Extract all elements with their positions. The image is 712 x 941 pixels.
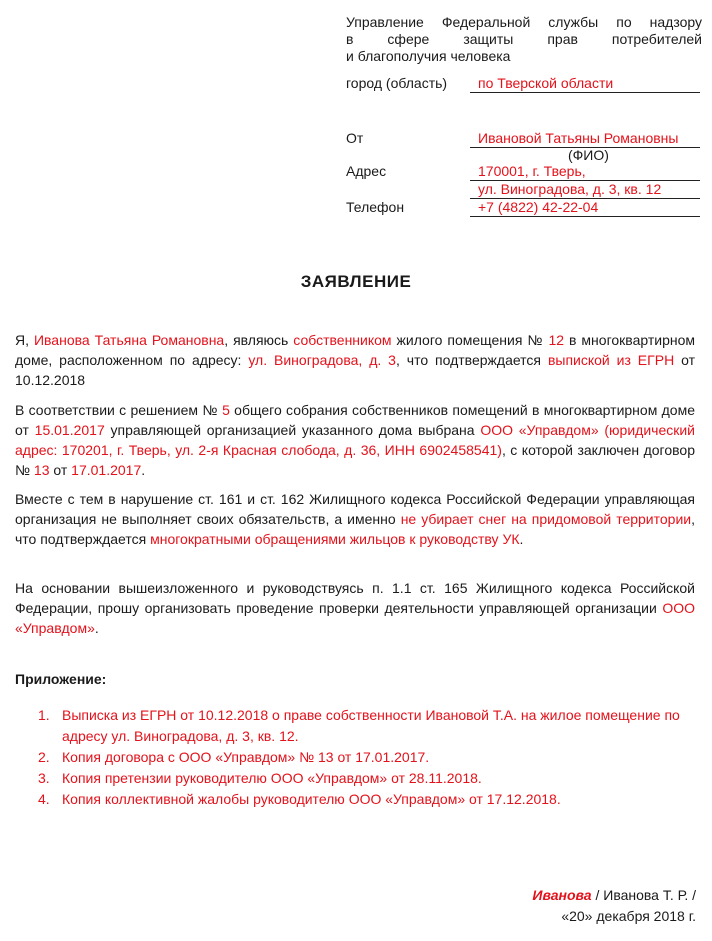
appendix-item-number: 3. xyxy=(38,770,50,786)
decision-number: 5 xyxy=(222,402,230,418)
appendix-list xyxy=(38,705,698,810)
appendix-item xyxy=(38,747,698,768)
address-field-line2: ул. Виноградова, д. 3, кв. 12 xyxy=(470,181,700,199)
p2-text-6: . xyxy=(141,462,146,478)
address-label: Адрес xyxy=(346,163,387,179)
signature-date xyxy=(532,906,696,927)
p2-text-4: , с которой заключен договор № xyxy=(15,442,695,478)
city-field: по Тверской области xyxy=(470,75,700,93)
appendix-item-text: Копия коллективной жалобы руководителю ООО «Управдом» от 17.12.2018. xyxy=(62,791,561,807)
p2-text-5: от xyxy=(49,462,72,478)
appendix-item-number: 1. xyxy=(38,707,50,723)
paragraph-management-company xyxy=(15,400,695,480)
document-title: ЗАЯВЛЕНИЕ xyxy=(300,272,412,291)
from-field: Ивановой Татьяны Романовны xyxy=(470,130,700,148)
appendix-item xyxy=(38,768,698,789)
p4-text-1: На основании вышеизложенного и руководствуясь п. 1.1 ст. 165 Жилищного кодекса Российской Федерации, прошу организовать проведение проверки деятельности управляющей организации xyxy=(15,580,695,616)
signature-slash-2: / xyxy=(688,887,696,903)
appendix-item-number: 4. xyxy=(38,791,50,807)
fio-caption: (ФИО) xyxy=(568,147,609,163)
addressee-line-1: Управление Федеральной службы по надзору xyxy=(346,14,702,30)
p3-text-3: . xyxy=(519,531,524,547)
decision-date: 15.01.2017 xyxy=(34,422,105,438)
management-org: ООО «Управдом» (юридический адрес: 170201, г. Тверь, ул. 2-я Красная слобода, д. 36, ИНН 6902458541) xyxy=(15,422,696,458)
p2-text-3: управляющей организацией указанного дома выбрана xyxy=(104,422,481,438)
p3-text-1: Вместе с тем в нарушение ст. 161 и ст. 162 Жилищного кодекса Российской Федерации управляющая организация не выполняет своих обязательств, а именно xyxy=(15,491,695,527)
appendix-item-text: Копия договора с ООО «Управдом» № 13 от 17.01.2017. xyxy=(62,749,430,765)
apartment-number: 12 xyxy=(548,332,565,348)
addressee-line-3: и благополучия человека xyxy=(346,48,511,64)
applicant-name: Иванова Татьяна Романовна xyxy=(33,332,225,348)
violation-evidence: многократными обращениями жильцов к руководству УК xyxy=(150,531,520,547)
p1-text-6: от 10.12.2018 xyxy=(15,352,695,388)
signature-date-day: «20» xyxy=(561,908,593,924)
violation-description: не убирает снег на придомовой территории xyxy=(400,511,692,527)
appendix-item-text: Выписка из ЕГРН от 10.12.2018 о праве собственности Ивановой Т.А. на жилое помещение по адресу ул. Виноградова, д. 3, кв. 12. xyxy=(62,707,680,744)
p1-text-4: в многоквартирном доме, расположенном по адресу: xyxy=(15,332,695,368)
signature-block xyxy=(532,885,696,927)
ownership-proof: выпиской из ЕГРН xyxy=(547,352,675,368)
addressee-block xyxy=(346,14,702,65)
address-field-line1: 170001, г. Тверь, xyxy=(470,163,700,181)
signature-line xyxy=(532,885,696,906)
signature-date-rest: декабря 2018 г. xyxy=(592,908,696,924)
paragraph-ownership xyxy=(15,330,695,390)
appendix-heading: Приложение: xyxy=(15,671,107,687)
p2-text-2: общего собрания собственников помещений в многоквартирном доме от xyxy=(15,402,695,438)
appendix-item xyxy=(38,705,698,747)
signature-slash-1: / xyxy=(591,887,604,903)
paragraph-request xyxy=(15,578,695,638)
p3-text-2: , что подтверждается xyxy=(15,511,695,547)
p2-text-1: В соответствии с решением № xyxy=(15,402,223,418)
p1-text-2: , являюсь xyxy=(224,332,294,348)
p1-text-3: жилого помещения № xyxy=(391,332,549,348)
appendix-item xyxy=(38,789,698,810)
phone-label: Телефон xyxy=(346,199,405,215)
contract-date: 17.01.2017 xyxy=(71,462,142,478)
ownership-status: собственником xyxy=(293,332,392,348)
signer-name: Иванова Т. Р. xyxy=(603,887,689,903)
signature: Иванова xyxy=(532,887,592,903)
p4-text-2: . xyxy=(94,620,99,636)
addressee-line-2: в сфере защиты прав потребителей xyxy=(346,31,702,47)
appendix-item-number: 2. xyxy=(38,749,50,765)
from-label: От xyxy=(346,130,364,146)
phone-field: +7 (4822) 42-22-04 xyxy=(470,199,700,217)
house-address: ул. Виноградова, д. 3 xyxy=(248,352,396,368)
city-label: город (область) xyxy=(346,75,448,91)
paragraph-violation xyxy=(15,489,695,549)
p1-text-5: , что подтверждается xyxy=(395,352,548,368)
appendix-item-text: Копия претензии руководителю ООО «Управдом» от 28.11.2018. xyxy=(62,770,482,786)
p1-text-1: Я, xyxy=(15,332,34,348)
request-org: ООО «Управдом» xyxy=(15,600,695,636)
contract-number: 13 xyxy=(33,462,50,478)
